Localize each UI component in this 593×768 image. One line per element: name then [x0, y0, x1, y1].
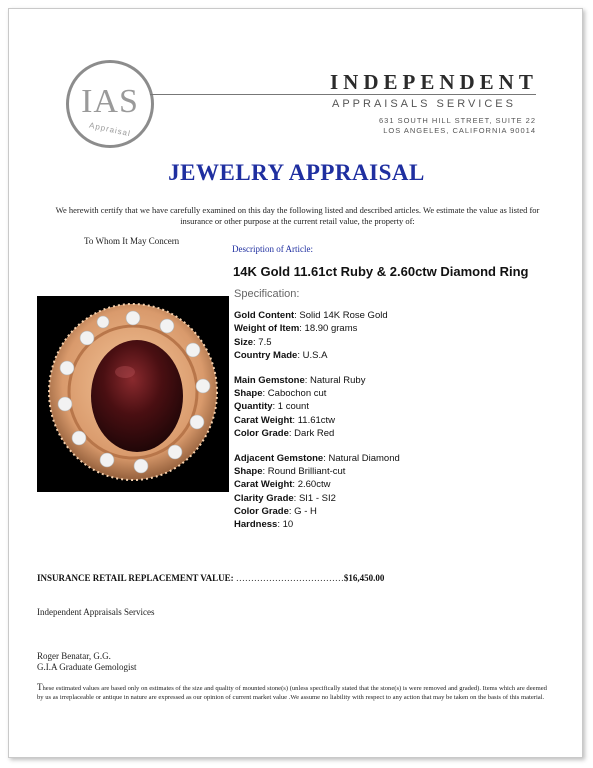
spec-size: Size: 7.5	[234, 336, 272, 348]
disclaimer-text: hese estimated values are based only on estimates of the size and quality of mounted stone(s) (unless specifically stated that the stone(s) is were removed and graded). Items which are deemed by us as irreplaceable or antique in nature are expressed as our opinion of current market value .We assume no liability with respect to any action that may be taken on the basis of this material.	[37, 685, 547, 701]
spec-carat-weight: Carat Weight: 11.61ctw	[234, 414, 336, 426]
insurance-label: INSURANCE RETAIL REPLACEMENT VALUE:	[37, 573, 234, 583]
spec-shape: Shape: Cabochon cut	[234, 387, 327, 399]
disclaimer-drop-letter: T	[37, 682, 43, 692]
logo-subtext: Appraisal	[88, 120, 132, 139]
specification-list	[234, 309, 400, 543]
address-line-1: 631 SOUTH HILL STREET, SUITE 22	[378, 116, 536, 125]
logo-text: IAS	[81, 83, 139, 120]
certification-text: We herewith certify that we have carefully examined on this day the following listed and described articles. We estimate the value as listed for insurance or other purpose at the current retail value, the property of:	[55, 205, 540, 226]
signature-name: Roger Benatar, G.G.	[37, 651, 111, 661]
company-subtitle: APPRAISALS SERVICES	[332, 98, 516, 110]
insurance-dots: ………………………………	[235, 573, 344, 583]
spec-adjacent-shape: Shape: Round Brilliant-cut	[234, 465, 346, 477]
document-title: JEWELRY APPRAISAL	[168, 160, 425, 185]
spec-quantity: Quantity: 1 count	[234, 401, 309, 413]
signature-title: G.I.A Graduate Gemologist	[37, 662, 137, 672]
spec-adjacent-color: Color Grade: G - H	[234, 506, 317, 518]
ias-logo	[66, 60, 154, 148]
recipient: To Whom It May Concern	[84, 236, 180, 246]
signature-company: Independent Appraisals Services	[37, 607, 155, 617]
insurance-amount: $16,450.00	[343, 573, 385, 583]
main-gemstone-specs	[234, 374, 400, 441]
disclaimer	[37, 683, 552, 702]
spec-color-grade: Color Grade: Dark Red	[234, 428, 335, 440]
insurance-value	[37, 573, 384, 583]
spec-clarity: Clarity Grade: SI1 - SI2	[234, 492, 336, 504]
spec-main-gemstone: Main Gemstone: Natural Ruby	[234, 374, 366, 386]
spec-gold-content: Gold Content: Solid 14K Rose Gold	[234, 310, 388, 321]
specification-label: Specification:	[234, 288, 300, 300]
spec-weight: Weight of Item: 18.90 grams	[234, 323, 358, 335]
ring-photo	[37, 296, 229, 492]
spec-adjacent-carat: Carat Weight: 2.60ctw	[234, 479, 331, 491]
spec-hardness: Hardness: 10	[234, 519, 294, 531]
description-label: Description of Article:	[232, 244, 313, 254]
metal-specs	[234, 309, 400, 363]
company-name: INDEPENDENT	[330, 70, 538, 94]
item-title: 14K Gold 11.61ct Ruby & 2.60ctw Diamond Ring	[233, 264, 529, 279]
spec-country: Country Made: U.S.A	[234, 350, 328, 362]
ring-illustration	[37, 296, 229, 492]
adjacent-gemstone-specs	[234, 452, 400, 532]
spec-adjacent-gemstone: Adjacent Gemstone: Natural Diamond	[234, 452, 400, 464]
address-line-2: LOS ANGELES, CALIFORNIA 90014	[383, 126, 536, 135]
header-divider	[150, 94, 536, 95]
